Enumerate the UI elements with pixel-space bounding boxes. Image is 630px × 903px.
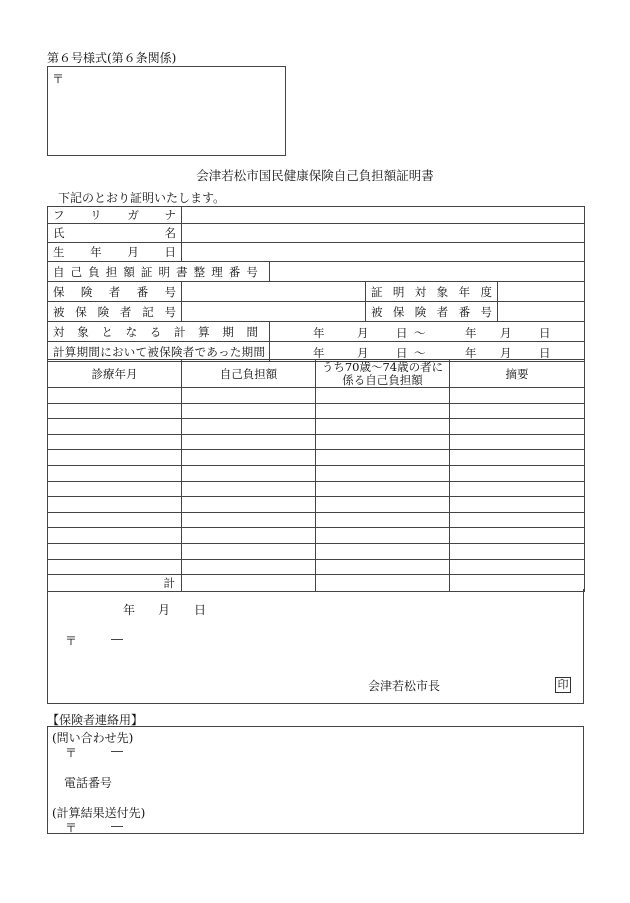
issue-month: 月	[158, 603, 171, 617]
insured-symbol-value[interactable]	[182, 302, 366, 322]
postal-mark: 〒	[52, 72, 65, 86]
table-cell[interactable]	[450, 419, 585, 435]
cert-year-value[interactable]	[498, 282, 585, 302]
inquiry-postal-mark: 〒	[65, 746, 78, 760]
table-cell[interactable]	[182, 450, 316, 466]
issue-year: 年	[123, 603, 136, 617]
table-cell[interactable]	[450, 481, 585, 497]
table-cell[interactable]	[182, 559, 316, 575]
table-cell[interactable]	[48, 434, 182, 450]
contact-heading: 【保険者連絡用】	[47, 713, 144, 727]
cert-number-value[interactable]	[270, 262, 585, 282]
furigana-value[interactable]	[182, 207, 585, 224]
table-row	[48, 403, 585, 419]
calc-period-label: 対 象 と な る 計 算 期 間	[48, 322, 270, 342]
table-cell[interactable]	[48, 388, 182, 404]
result-postal-mark: 〒	[65, 821, 78, 835]
table-cell[interactable]	[316, 543, 450, 559]
seal-stamp: 印	[555, 677, 571, 693]
table-cell[interactable]	[316, 403, 450, 419]
intro-text: 下記のとおり証明いたします。	[58, 191, 226, 205]
result-postal-dash: ―	[111, 819, 123, 833]
table-cell[interactable]	[316, 465, 450, 481]
insured-period-value[interactable]: 年 月 日 ～ 年 月 日	[270, 342, 585, 362]
table-cell[interactable]	[182, 512, 316, 528]
cert-year-label: 証 明 対 象 年 度	[366, 282, 498, 302]
table-cell[interactable]	[48, 419, 182, 435]
issuer-postal-mark: 〒	[65, 634, 78, 648]
table-row	[48, 481, 585, 497]
table-cell[interactable]	[182, 403, 316, 419]
result-dest-label: (計算結果送付先)	[52, 806, 146, 820]
page-title: 会津若松市国民健康保険自己負担額証明書	[196, 168, 434, 183]
cert-number-label: 自 己 負 担 額 証 明 書 整 理 番 号	[48, 262, 270, 282]
header-remarks: 摘要	[450, 360, 585, 388]
issuer-box	[47, 589, 584, 704]
table-cell[interactable]	[450, 465, 585, 481]
table-row	[48, 497, 585, 513]
table-cell[interactable]	[48, 559, 182, 575]
table-cell[interactable]	[48, 450, 182, 466]
table-cell[interactable]	[182, 419, 316, 435]
insured-symbol-label: 被 保 険 者 記 号	[48, 302, 182, 322]
table-cell[interactable]	[450, 497, 585, 513]
table-cell[interactable]	[450, 559, 585, 575]
mayor-name: 会津若松市長	[368, 679, 441, 693]
table-cell[interactable]	[450, 528, 585, 544]
table-cell[interactable]	[48, 481, 182, 497]
issue-day: 日	[194, 603, 207, 617]
insurer-number-value[interactable]	[182, 282, 366, 302]
insured-period-label: 計算期間において被保険者であった期間	[48, 342, 270, 362]
table-row	[48, 512, 585, 528]
table-cell[interactable]	[450, 434, 585, 450]
total-label: 計	[48, 575, 182, 592]
name-value[interactable]	[182, 224, 585, 243]
table-cell[interactable]	[48, 497, 182, 513]
table-cell[interactable]	[182, 481, 316, 497]
table-cell[interactable]	[316, 512, 450, 528]
expense-table	[47, 359, 585, 592]
table-row	[48, 419, 585, 435]
phone-label: 電話番号	[64, 776, 113, 790]
table-cell[interactable]	[450, 450, 585, 466]
table-cell[interactable]	[316, 497, 450, 513]
table-cell[interactable]	[450, 543, 585, 559]
table-cell[interactable]	[450, 512, 585, 528]
table-cell[interactable]	[316, 450, 450, 466]
calc-period-value[interactable]: 年 月 日 ～ 年 月 日	[270, 322, 585, 342]
header-month: 診療年月	[48, 360, 182, 388]
table-cell[interactable]	[48, 512, 182, 528]
table-row	[48, 528, 585, 544]
table-cell[interactable]	[182, 388, 316, 404]
insured-number-label: 被 保 険 者 番 号	[366, 302, 498, 322]
table-cell[interactable]	[450, 388, 585, 404]
personal-info-table	[47, 206, 585, 362]
inquiry-postal-dash: ―	[111, 744, 123, 758]
table-row	[48, 434, 585, 450]
table-cell[interactable]	[182, 465, 316, 481]
table-cell[interactable]	[48, 528, 182, 544]
table-cell[interactable]	[182, 543, 316, 559]
address-box	[47, 66, 286, 156]
issuer-postal-dash: ―	[111, 632, 123, 646]
table-cell[interactable]	[48, 403, 182, 419]
insured-number-value[interactable]	[498, 302, 585, 322]
table-cell[interactable]	[182, 434, 316, 450]
table-row	[48, 450, 585, 466]
table-cell[interactable]	[182, 528, 316, 544]
table-cell[interactable]	[450, 403, 585, 419]
table-cell[interactable]	[48, 465, 182, 481]
birthdate-label: 生 年 月 日	[48, 243, 182, 262]
birthdate-value[interactable]	[182, 243, 585, 262]
table-cell[interactable]	[182, 497, 316, 513]
furigana-label: フ リ ガ ナ	[48, 207, 182, 224]
table-cell[interactable]	[316, 559, 450, 575]
table-cell[interactable]	[316, 434, 450, 450]
table-cell[interactable]	[316, 419, 450, 435]
name-label: 氏 名	[48, 224, 182, 243]
table-cell[interactable]	[48, 543, 182, 559]
table-cell[interactable]	[316, 528, 450, 544]
table-row	[48, 543, 585, 559]
header-self-pay: 自己負担額	[182, 360, 316, 388]
contact-box	[47, 726, 584, 834]
table-row	[48, 559, 585, 575]
table-row	[48, 465, 585, 481]
table-cell[interactable]	[316, 481, 450, 497]
table-cell[interactable]	[316, 388, 450, 404]
insurer-number-label: 保 険 者 番 号	[48, 282, 182, 302]
form-number: 第６号様式(第６条関係)	[47, 51, 177, 65]
header-elderly-pay: うち70歳～74歳の者に 係る自己負担額	[316, 360, 450, 388]
table-row	[48, 388, 585, 404]
inquiry-label: (問い合わせ先)	[52, 731, 134, 745]
